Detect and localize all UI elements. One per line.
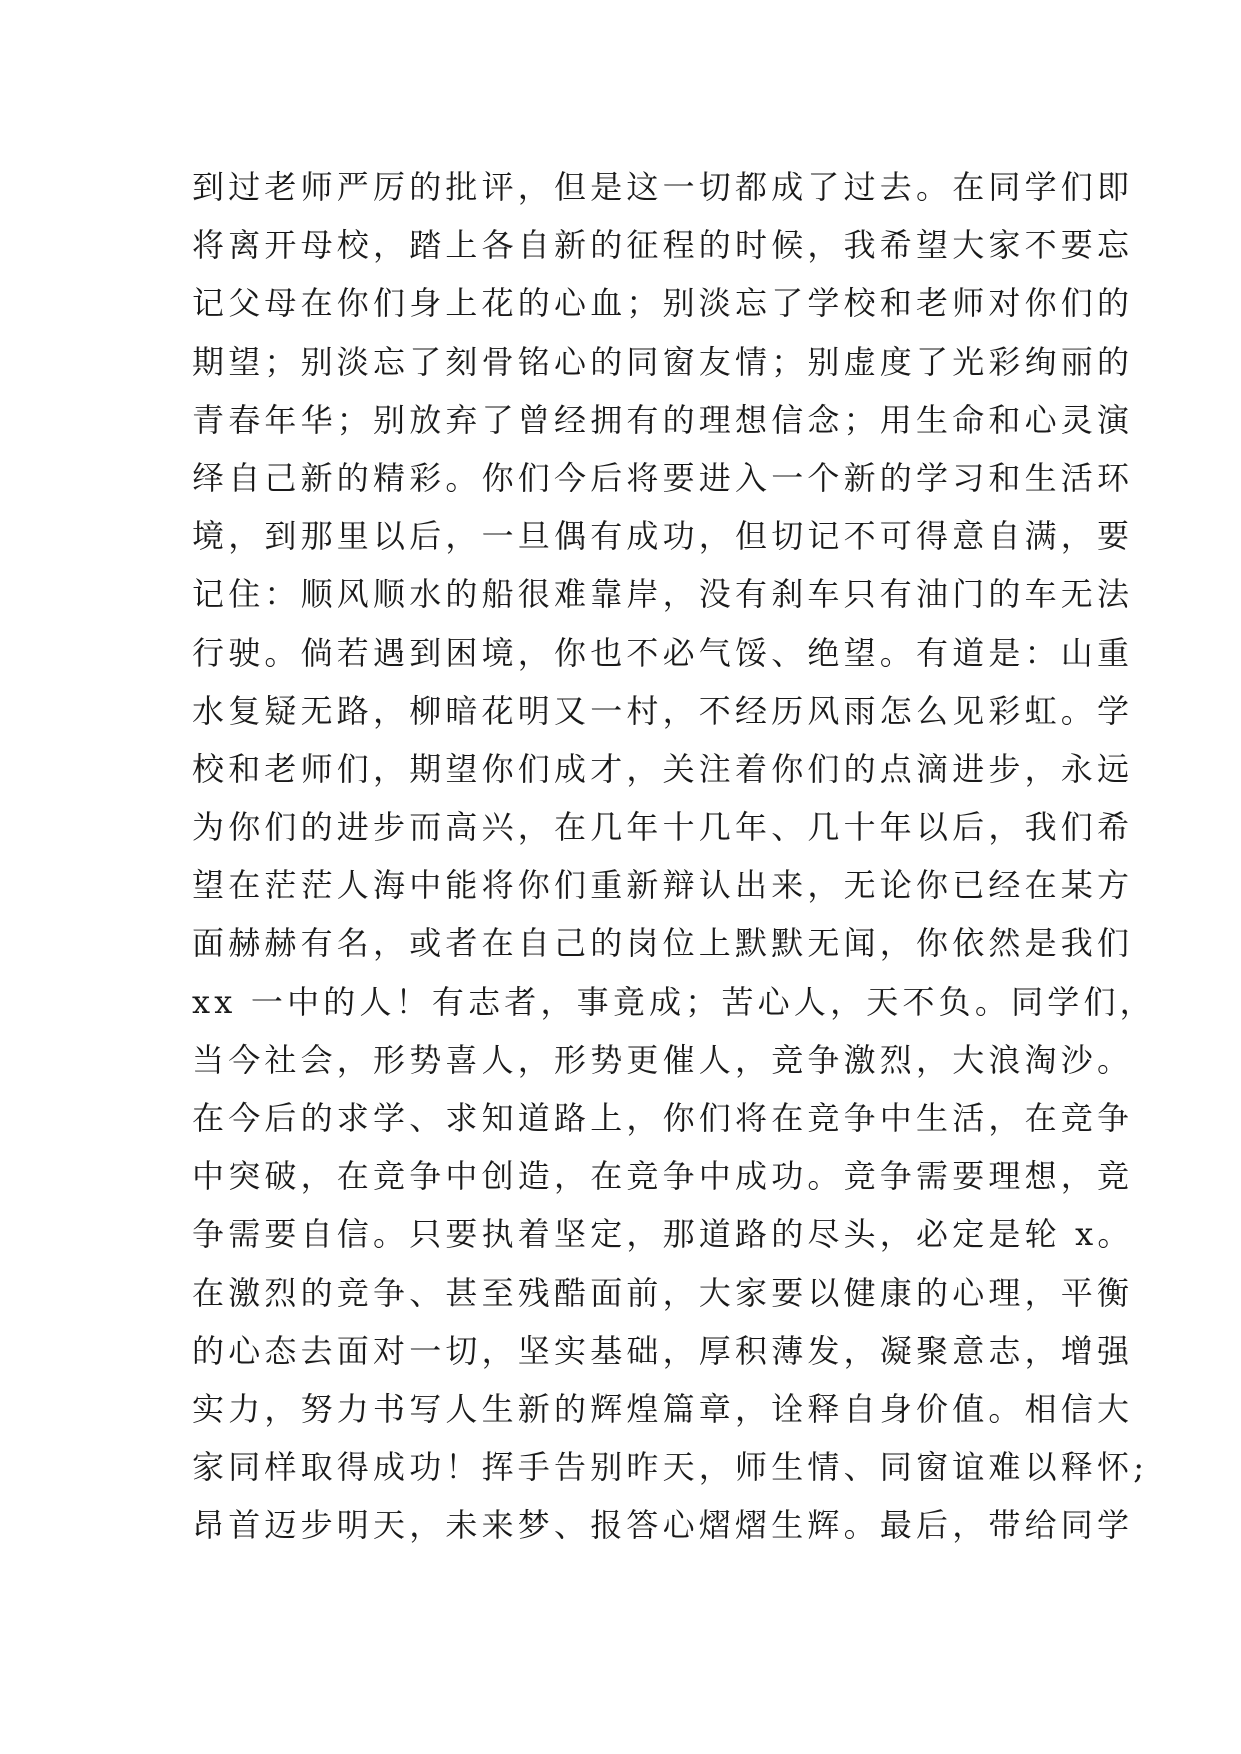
document-body <box>192 158 1156 1555</box>
text-line: 在今后的求学、求知道路上，你们将在竞争中生活，在竞争 <box>192 1099 1134 1137</box>
text-line: 绎自己新的精彩。你们今后将要进入一个新的学习和生活环 <box>192 458 1134 497</box>
text-line: 到过老师严厉的批评，但是这一切都成了过去。在同学们即 <box>192 168 1134 206</box>
text-line: xx 一中的人！有志者，事竟成；苦心人，天不负。同学们， <box>192 982 1156 1021</box>
text-line: 昂首迈步明天，未来梦、报答心熠熠生辉。最后，带给同学 <box>192 1506 1134 1545</box>
text-line: 记父母在你们身上花的心血；别淡忘了学校和老师对你们的 <box>192 284 1134 323</box>
text-line: 境，到那里以后，一旦偶有成功，但切记不可得意自满，要 <box>192 517 1134 556</box>
text-line: 当今社会，形势喜人，形势更催人，竞争激烈，大浪淘沙。 <box>192 1040 1134 1079</box>
text-line: 记住：顺风顺水的船很难靠岸，没有刹车只有油门的车无法 <box>192 575 1134 614</box>
text-line: 中突破，在竞争中创造，在竞争中成功。竞争需要理想，竞 <box>192 1157 1134 1196</box>
text-line: 家同样取得成功！挥手告别昨天，师生情、同窗谊难以释怀; <box>192 1448 1149 1487</box>
text-line: 争需要自信。只要执着坚定，那道路的尽头，必定是轮 x。 <box>192 1215 1134 1254</box>
text-line: 将离开母校，踏上各自新的征程的时候，我希望大家不要忘 <box>192 226 1134 265</box>
text-line: 校和老师们，期望你们成才，关注着你们的点滴进步，永远 <box>192 749 1134 788</box>
text-line: 行驶。倘若遇到困境，你也不必气馁、绝望。有道是：山重 <box>192 633 1134 672</box>
text-line: 望在茫茫人海中能将你们重新辩认出来，无论你已经在某方 <box>192 866 1134 905</box>
text-line: 青春年华；别放弃了曾经拥有的理想信念；用生命和心灵演 <box>192 400 1134 439</box>
text-line: 实力，努力书写人生新的辉煌篇章，诠释自身价值。相信大 <box>192 1389 1134 1428</box>
text-line: 期望；别淡忘了刻骨铭心的同窗友情；别虚度了光彩绚丽的 <box>192 342 1134 381</box>
text-line: 为你们的进步而高兴，在几年十几年、几十年以后，我们希 <box>192 808 1134 847</box>
text-line: 的心态去面对一切，坚实基础，厚积薄发，凝聚意志，增强 <box>192 1331 1134 1370</box>
text-line: 面赫赫有名，或者在自己的岗位上默默无闻，你依然是我们 <box>192 924 1134 963</box>
text-line: 在激烈的竞争、甚至残酷面前，大家要以健康的心理，平衡 <box>192 1273 1134 1312</box>
text-line: 水复疑无路，柳暗花明又一村，不经历风雨怎么见彩虹。学 <box>192 691 1134 730</box>
